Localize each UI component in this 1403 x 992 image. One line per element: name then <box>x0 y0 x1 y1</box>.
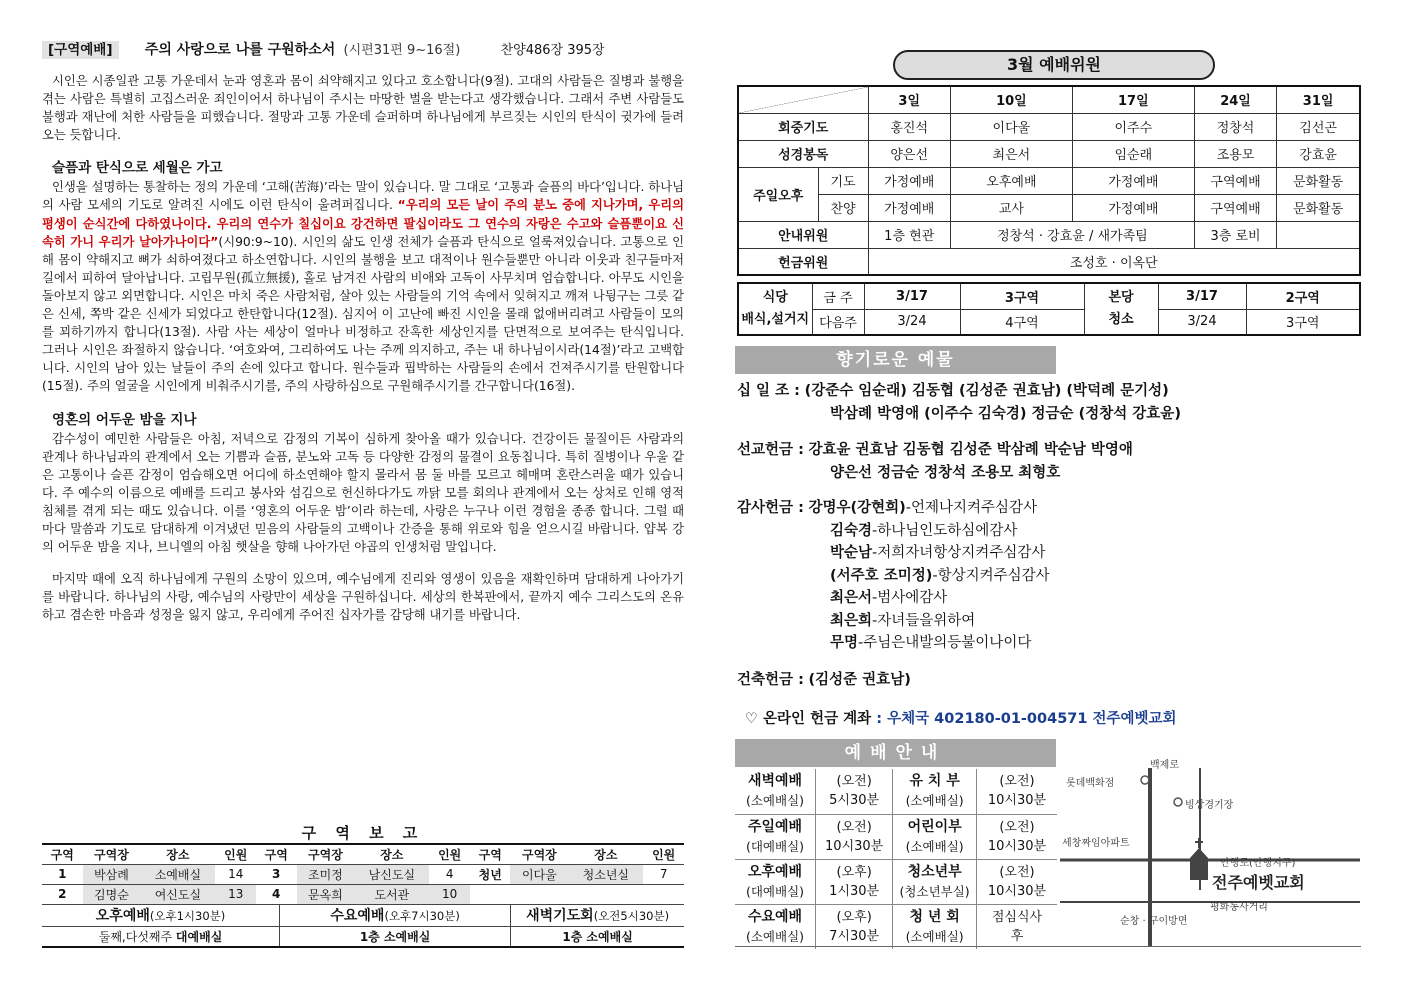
time-cell <box>976 859 1057 904</box>
mission-names-2: 양은선 정금순 정창석 조용모 최형호 <box>830 464 1061 481</box>
table-cell: 문화활동 <box>1277 167 1360 194</box>
service-name: 청소년부 <box>907 863 962 880</box>
table-cell: 3층 로비 <box>1194 221 1276 248</box>
sermon-subheading-1: 슬픔과 탄식으로 세월은 가고 <box>52 160 223 177</box>
service-name: 새벽예배 <box>747 773 803 790</box>
row-label: 안내위원 <box>738 221 868 248</box>
table-row <box>735 904 1057 949</box>
table-cell: 14 <box>215 864 256 884</box>
col-leader: 구역장 <box>83 844 141 864</box>
lotte-marker-icon <box>1141 776 1149 784</box>
table-cell: 1층 현관 <box>868 221 950 248</box>
service-cell <box>735 814 816 859</box>
sermon-paragraph-1: 시인은 시종일관 고통 가운데서 눈과 영혼과 몸이 쇠약해지고 있다고 호소합니다(9절). 고대의 사람들은 질병과 불행을 겪는 사람은 특별히 고집스러운 죄인이어서 하나님이 주시는 마땅한 벌을 받는다고 생각했습니다. 그래서 주변 사람들도 불행과 재난에 처한 사람들을 피했습니다. 절망과 고통 가운데 슬퍼하며 하나님에게 부르짖는 시인의 탄식이 귓가에 들려오는 듯합니다. <box>42 74 684 143</box>
cleaning-label <box>1084 283 1158 335</box>
thanks-name: (서주호 조미정) <box>830 567 933 584</box>
table-cell: 김선곤 <box>1277 113 1360 140</box>
district-report-table <box>42 843 684 905</box>
table-cell <box>568 884 643 904</box>
table-row <box>42 864 684 884</box>
table-cell: 정창석 <box>1194 113 1276 140</box>
thanks-message: -자녀들을위하여 <box>872 612 976 629</box>
table-row <box>738 221 1360 248</box>
dawn-prayer <box>511 905 684 926</box>
table-row <box>738 140 1360 167</box>
table-cell: 3/24 <box>1158 309 1246 335</box>
table-row <box>738 194 1360 221</box>
scripture-ref: (시편31편 9~16절) <box>343 43 461 58</box>
time-cell <box>816 814 893 859</box>
col-leader: 구역장 <box>510 844 568 864</box>
thanks-message: -범사에감사 <box>872 590 948 606</box>
thanks-message: -항상지켜주심감사 <box>932 567 1050 584</box>
dawn-prayer-time: (오전5시30분) <box>593 909 670 924</box>
row-sublabel: 기도 <box>818 167 868 194</box>
next-week-label: 다음주 <box>812 309 864 335</box>
row-label: 헌금위원 <box>738 248 868 275</box>
table-cell: 이주수 <box>1072 113 1194 140</box>
map-label-church: 전주예벳교회 <box>1212 873 1305 892</box>
church-icon <box>1190 838 1208 880</box>
service-room: (소예배실) <box>745 793 805 809</box>
table-cell <box>510 884 568 904</box>
service-schedule-strip <box>42 905 684 948</box>
wednesday-service-time: (오후7시30분) <box>384 909 460 924</box>
table-cell: 3 <box>256 864 297 884</box>
time-cell <box>816 859 893 904</box>
afternoon-service-time: (오후1시30분) <box>149 909 226 924</box>
table-cell: 남신도실 <box>354 864 429 884</box>
p2-lead: 인생을 설명하는 통찰하는 정의 가운데 ‘고해(苦海)’라는 말이 있습니다. 말 그대로 ‘고통과 슬픔의 바다’입니다. 하나님의 사람 모세의 기도로 알려진 시에도 이런 탄식이 울려퍼집니다. <box>42 180 684 213</box>
mission-names-1: 강효윤 권효남 김동협 김성준 박삼례 박순남 박영애 <box>808 442 1133 458</box>
table-cell: 13 <box>215 884 256 904</box>
this-week-label: 금 주 <box>812 283 864 309</box>
thanks-name: 김숙경 <box>830 522 873 539</box>
table-cell: 2구역 <box>1246 283 1360 309</box>
table-cell: 조용모 <box>1194 140 1276 167</box>
service-room: (소예배실) <box>745 928 805 944</box>
table-cell: 구역예배 <box>1194 194 1276 221</box>
service-time: 7시30분 <box>829 928 880 944</box>
col-district: 구역 <box>42 844 83 864</box>
service-ampm: (오전) <box>836 819 872 835</box>
table-cell: 양은선 <box>868 140 950 167</box>
sermon-column <box>42 38 684 624</box>
table-cell: 문화활동 <box>1277 194 1360 221</box>
table-row <box>738 283 1360 309</box>
date-cell: 10일 <box>950 86 1072 113</box>
table-cell: 가정예배 <box>1072 167 1194 194</box>
psalm90-quote: “우리의 모든 날이 주의 분노 중에 지나가며, 우리의 평생이 순식간에 다하였나이다. 우리의 연수가 칠십이요 강건하면 팔십이라도 그 연수의 자랑은 수고와 슬픔뿐이요 신속히 가니 우리가 날아가나이다” <box>42 198 684 249</box>
col-place: 장소 <box>568 844 643 864</box>
table-row <box>738 113 1360 140</box>
table-cell: 1 <box>42 864 83 884</box>
service-name: 어린이부 <box>907 818 962 835</box>
building-section <box>737 669 911 692</box>
dates-row <box>738 86 1360 113</box>
table-cell: 소예배실 <box>140 864 215 884</box>
table-cell: 홍진석 <box>868 113 950 140</box>
service-time: 후 <box>1010 928 1024 944</box>
table-cell: 3/17 <box>864 283 960 309</box>
table-cell: 정창석 · 강효윤 / 새가족팀 <box>950 221 1194 248</box>
map-label-apartment: 세창짜임아파트 <box>1062 838 1130 849</box>
wednesday-service <box>280 905 511 926</box>
corner-cell <box>738 86 868 113</box>
duty-roster-title: 3월 예배위원 <box>893 50 1215 80</box>
table-cell: 강효윤 <box>1277 140 1360 167</box>
service-name: 주일예배 <box>747 818 803 835</box>
bottom-rule <box>735 946 1361 947</box>
time-cell <box>816 769 893 814</box>
table-cell: 교사 <box>950 194 1072 221</box>
table-cell: 7 <box>643 864 684 884</box>
table-cell: 4 <box>256 884 297 904</box>
time-cell <box>976 814 1057 859</box>
service-time: 1시30분 <box>829 883 880 899</box>
service-names-row <box>42 905 684 926</box>
afternoon-place-weeks: 둘째,다섯째주 <box>98 929 176 944</box>
sermon-paragraph-4: 마지막 때에 오직 하나님에게 구원의 소망이 있으며, 예수님에게 진리와 영생이 있음을 재확인하며 담대하게 나아가기를 바랍니다. 하나님의 사랑, 예수님의 사랑만이 세상을 구원하십니다. 세상의 한복판에서, 끝까지 예수 그리스도의 온유하고 겸손한 마음과 성정을 잃지 않고, 우리에게 주어진 십자가를 감당해 내기를 바랍니다. <box>42 572 684 623</box>
table-row <box>735 814 1057 859</box>
col-leader: 구역장 <box>297 844 355 864</box>
map-label-sunchang: 순창 · 구이방면 <box>1120 916 1188 927</box>
table-cell: 10 <box>429 884 470 904</box>
table-cell: 3/24 <box>864 309 960 335</box>
table-cell: 가정예배 <box>868 194 950 221</box>
map-label-anhaeng-ro: 안행로(안행지구) <box>1220 858 1296 869</box>
duty-roster-table <box>737 85 1361 276</box>
service-cell <box>893 904 977 949</box>
table-row <box>738 309 1360 335</box>
col-count: 인원 <box>643 844 684 864</box>
online-offering-label: ♡ 온라인 헌금 계좌 <box>745 711 872 727</box>
date-cell: 3일 <box>868 86 950 113</box>
cleaning-label-1: 본당 <box>1108 290 1134 305</box>
thanks-message: -저희자녀항상지켜주심감사 <box>872 545 1046 561</box>
table-cell: 가정예배 <box>1072 194 1194 221</box>
table-row <box>42 884 684 904</box>
hymn-numbers: 찬양486장 395장 <box>500 43 605 58</box>
thanks-message: -주님은내발의등불이나이다 <box>858 635 1032 651</box>
service-name: 오후예배 <box>747 863 803 880</box>
service-places-row <box>42 926 684 947</box>
service-time: 10시30분 <box>987 883 1047 899</box>
service-cell <box>893 769 977 814</box>
service-room: (소예배실) <box>905 793 964 809</box>
time-cell <box>976 769 1057 814</box>
service-cell <box>735 904 816 949</box>
thanks-name: 최은서 <box>830 590 873 606</box>
sermon-paragraph-2 <box>42 178 684 395</box>
col-place: 장소 <box>140 844 215 864</box>
table-cell: 4 <box>429 864 470 884</box>
report-header-row <box>42 844 684 864</box>
building-names: (김성준 권효남) <box>808 672 911 688</box>
service-ampm: (오후) <box>836 864 872 880</box>
service-cell <box>893 859 977 904</box>
thanks-name: 무명 <box>830 635 859 651</box>
service-time: 10시30분 <box>987 838 1047 854</box>
tithe-names-1: (강준수 임순래) 김동협 (김성준 권효남) (박덕례 문기성) <box>804 383 1169 399</box>
table-cell: 도서관 <box>354 884 429 904</box>
table-row <box>738 167 1360 194</box>
service-ampm: (오전) <box>999 819 1035 835</box>
time-cell <box>816 904 893 949</box>
service-ampm: (오후) <box>836 909 872 925</box>
table-cell: 최은서 <box>950 140 1072 167</box>
table-cell <box>470 884 511 904</box>
cleaning-label-2: 청소 <box>1108 312 1134 327</box>
table-cell: 임순래 <box>1072 140 1194 167</box>
table-cell: 3/17 <box>1158 283 1246 309</box>
meal-label-1: 식당 <box>762 290 788 305</box>
service-room: (대예배실) <box>745 838 805 854</box>
service-ampm: (오전) <box>836 774 872 790</box>
offerings-title: 향기로운 예물 <box>735 346 1056 374</box>
service-name: 유 치 부 <box>909 773 960 790</box>
sermon-tag: [구역예배] <box>42 41 119 59</box>
bank-account: 우체국 402180-01-004571 전주예벳교회 <box>887 711 1177 727</box>
thanks-label: 감사헌금 : <box>737 500 804 516</box>
service-room: (소예배실) <box>905 838 964 854</box>
service-time: 5시30분 <box>829 793 880 809</box>
sermon-title: 주의 사랑으로 나를 구원하소서 <box>144 42 336 58</box>
thanks-name: 박순남 <box>830 545 873 561</box>
table-cell: 김명순 <box>83 884 141 904</box>
afternoon-service <box>42 905 280 926</box>
wednesday-service-name: 수요예배 <box>330 908 385 925</box>
wednesday-place: 1층 소예배실 <box>280 926 511 947</box>
table-cell: 4구역 <box>960 309 1084 335</box>
tithe-names-2: 박삼례 박영애 (이주수 김숙경) 정금순 (정창석 강효윤) <box>830 405 1181 422</box>
table-cell: 구역예배 <box>1194 167 1276 194</box>
map-label-lotte: 롯데백화점 <box>1066 778 1115 789</box>
sermon-subheading-2: 영혼의 어두운 밤을 지나 <box>52 411 197 428</box>
table-row <box>735 769 1057 814</box>
col-count: 인원 <box>215 844 256 864</box>
tithe-section <box>737 380 1181 425</box>
date-cell: 17일 <box>1072 86 1194 113</box>
mission-label: 선교헌금 : <box>737 442 804 458</box>
table-cell <box>1277 221 1360 248</box>
thanks-message: -언제나지켜주심감사 <box>905 500 1038 516</box>
table-cell <box>643 884 684 904</box>
table-cell: 오후예배 <box>950 167 1072 194</box>
service-cell <box>735 769 816 814</box>
p2-body: (시90:9~10). 시인의 삶도 인생 전체가 슬픔과 탄식으로 얼룩져있습니다. 고통으로 인해 몸이 약해지고 뼈가 쇠하여졌다고 하소연합니다. 시인의 불행을 보고 대적이나 원수들뿐만 아니라 이웃과 친구들마저 길에서 피하여 달아납니다. 고립무원(孤立無援), 홀로 남겨진 사람의 비애와 고독이 사무치며 엄습합니다. 아무도 시인을 돌아보지 않고 외면합니다. 시인은 마치 죽은 사람처럼, 살아 있는 사람들의 기억 속에서 잊혀지고 깨져 나뒹구는 그릇 같은 신세, 쪽박 같은 신세가 되었다고 한탄합니다(12절). 심지어 이 고난에 빠진 시인을 몰래 없애버리려고 사람들이 모의를 꾀하기까지 합니다(13절). 사람 사는 세상이 얼마나 비정하고 잔혹한 세상인지를 단면적으로 보여주는 탄식입니다. 그러나 시인은 좌절하지 않습니다. ‘여호와여, 그리하여도 나는 주께 의지하고, 주는 내 하나님이시라(14절)’라고 고백합니다. 시인의 남아 있는 날들이 주의 손에 있다고 합니다. 원수들과 핍박하는 사람들의 손에서 건져주시기를 탄원합니다(15절). 주의 얼굴을 시인에게 비춰주시기를, 주의 사랑하심으로 구원해주시기를 간구합니다(16절). <box>42 234 684 394</box>
service-room: (청소년부실) <box>899 883 970 899</box>
online-offering <box>745 707 1177 728</box>
row-sublabel: 찬양 <box>818 194 868 221</box>
table-cell: 이다울 <box>950 113 1072 140</box>
service-cell <box>735 859 816 904</box>
table-cell: 2 <box>42 884 83 904</box>
service-cell <box>893 814 977 859</box>
col-count: 인원 <box>429 844 470 864</box>
meal-label-2: 배식,설거지 <box>741 312 810 327</box>
col-district: 구역 <box>256 844 297 864</box>
map-label-pyeonghwa: 평화동사거리 <box>1210 902 1268 913</box>
col-place: 장소 <box>354 844 429 864</box>
afternoon-service-name: 오후예배 <box>95 908 150 925</box>
service-time: 10시30분 <box>987 793 1047 809</box>
online-colon: : <box>871 711 888 727</box>
date-cell: 24일 <box>1194 86 1276 113</box>
map-label-rink: 빙상경기장 <box>1185 800 1234 811</box>
worship-guide-title: 예배안내 <box>735 739 1056 767</box>
table-cell: 여신도실 <box>140 884 215 904</box>
table-cell: 문옥희 <box>297 884 355 904</box>
thanks-name: 강명우(강현희) <box>808 500 906 516</box>
table-row <box>735 859 1057 904</box>
service-room: (대예배실) <box>745 883 805 899</box>
dawn-place: 1층 소예배실 <box>511 926 684 947</box>
table-cell: 가정예배 <box>868 167 950 194</box>
sermon-header <box>42 38 684 62</box>
row-label: 회중기도 <box>738 113 868 140</box>
thanks-name: 최은희 <box>830 612 873 629</box>
rink-marker-icon <box>1174 798 1182 806</box>
table-cell: 이다울 <box>510 864 568 884</box>
table-cell: 조미정 <box>297 864 355 884</box>
table-cell: 청소년실 <box>568 864 643 884</box>
afternoon-place <box>42 926 280 947</box>
service-name: 수요예배 <box>747 908 803 925</box>
col-district: 구역 <box>470 844 511 864</box>
meal-label <box>738 283 812 335</box>
service-ampm: (오전) <box>999 864 1035 880</box>
dawn-prayer-name: 새벽기도회 <box>526 908 594 925</box>
service-ampm: 점심식사 <box>991 909 1043 925</box>
meal-cleaning-table <box>737 282 1361 336</box>
map-label-baekje-ro: 백제로 <box>1150 760 1179 771</box>
table-row <box>738 248 1360 275</box>
location-map <box>1060 750 1360 946</box>
service-ampm: (오전) <box>999 774 1035 790</box>
tithe-label: 십 일 조 : <box>737 383 800 399</box>
time-cell <box>976 904 1057 949</box>
table-cell: 조성호 · 이옥단 <box>868 248 1360 275</box>
worship-guide-table <box>735 769 1057 949</box>
sermon-paragraph-3: 감수성이 예민한 사람들은 아침, 저녁으로 감정의 기복이 심하게 찾아올 때가 있습니다. 건강이든 물질이든 사람과의 관계나 하나님과의 관계에서 오는 기쁨과 슬픔, 분노와 고독 등 다양한 감정의 물결이 요동칩니다. 특히 질병이나 우울 같은 고통이나 슬픈 감정이 엄습해오면 어디에 하소연해야 할지 몰라서 몸 둘 바를 모르고 헤매며 혼란스러울 때가 있습니다. 주 예수의 이름으로 예배를 드리고 봉사와 섬김으로 헌신하다가도 까닭 모를 회의나 관계에서 오는 상처로 인해 영적 침체를 겪게 되는 때도 있습니다. 이를 ‘영혼의 어두운 밤’이라 하는데, 사랑은 누구나 이런 경험을 종종 합니다. 그럴 때마다 말씀과 기도로 담대하게 이겨냈던 믿음의 사람들의 고백이나 간증을 통해 위로와 힘을 얻으시길 바랍니다. 얍복 강의 어두운 밤을 지나, 브니엘의 아침 햇살을 향해 나아가던 야곱의 인생처럼 말입니다. <box>42 431 684 555</box>
service-name: 청 년 회 <box>909 908 960 925</box>
service-room: (소예배실) <box>905 928 964 944</box>
thanks-section <box>737 497 1050 655</box>
row-label: 성경봉독 <box>738 140 868 167</box>
afternoon-place-room: 대예배실 <box>175 929 223 944</box>
table-cell: 3구역 <box>1246 309 1360 335</box>
date-cell: 31일 <box>1277 86 1360 113</box>
mission-section <box>737 439 1133 484</box>
thanks-message: -하나님인도하심에감사 <box>872 522 1018 539</box>
table-cell: 3구역 <box>960 283 1084 309</box>
district-report-title: 구 역 보 고 <box>301 824 425 842</box>
service-time: 10시30분 <box>825 838 884 854</box>
row-label: 주일오후 <box>738 167 818 221</box>
table-cell: 박삼례 <box>83 864 141 884</box>
table-cell: 청년 <box>470 864 511 884</box>
building-label: 건축헌금 : <box>737 672 804 688</box>
